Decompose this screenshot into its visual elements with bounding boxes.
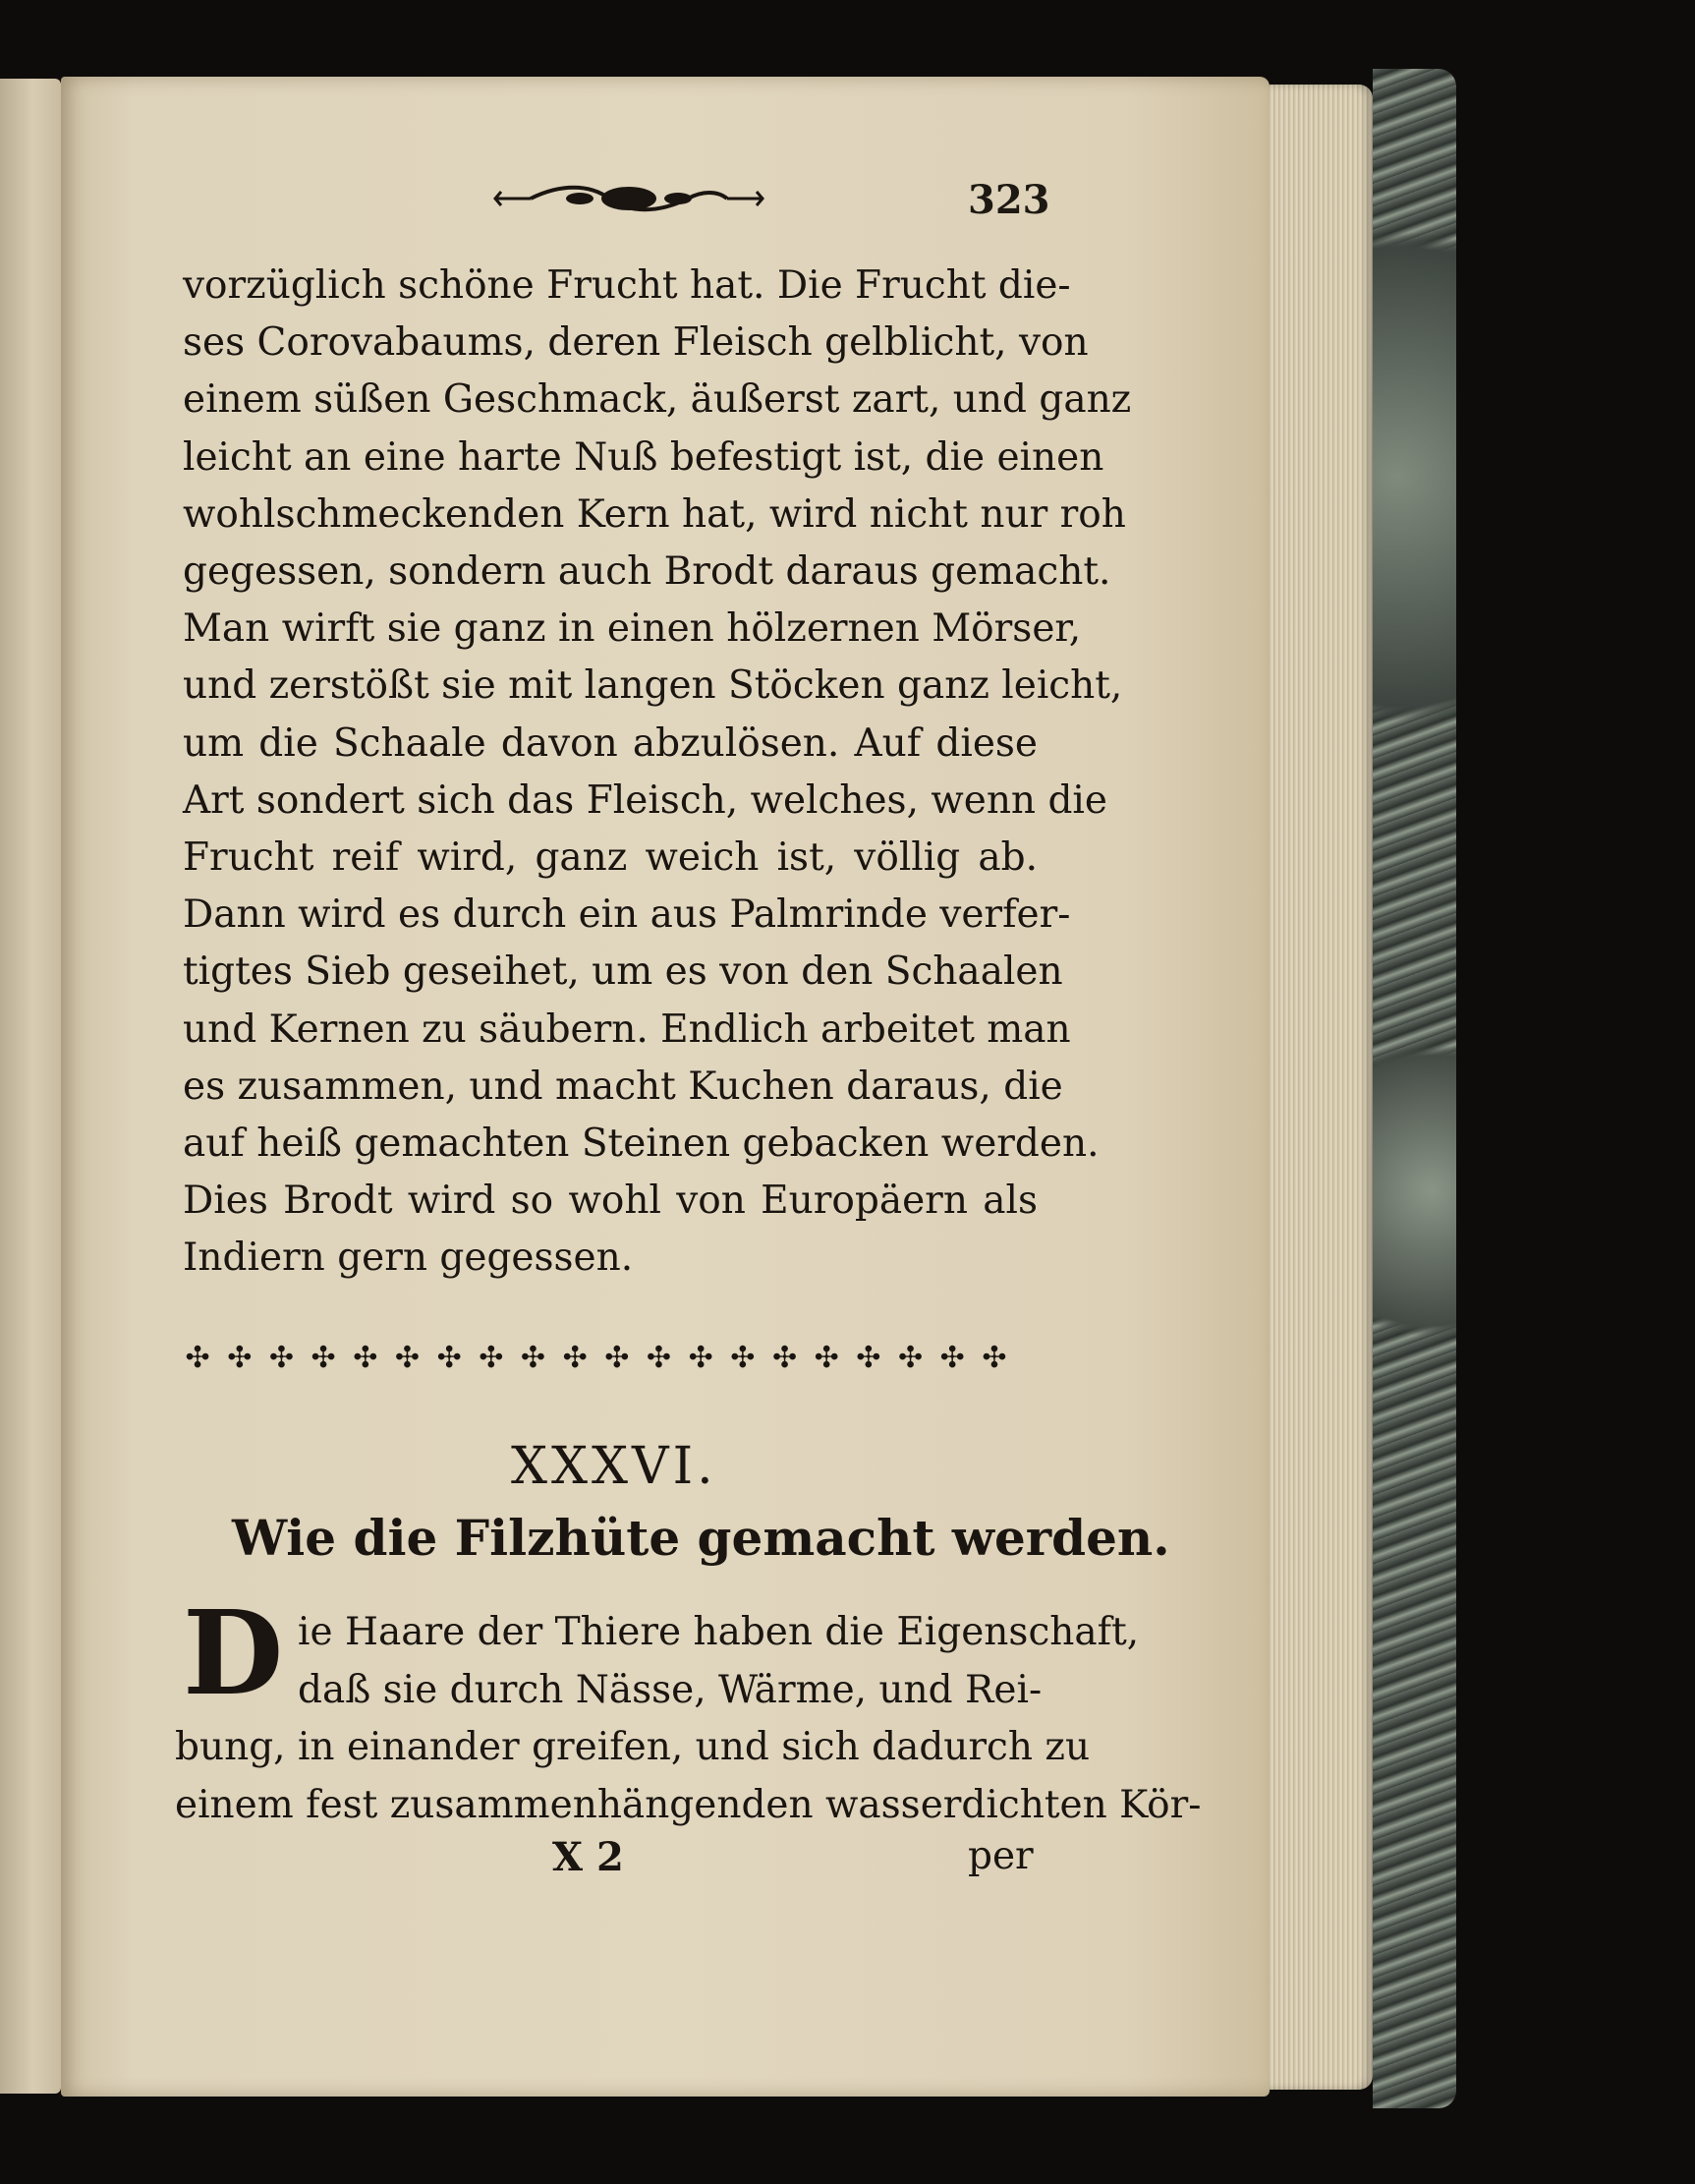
- marbled-cover: [1373, 69, 1456, 2108]
- text-line: ie Haare der Thiere haben die Eigenschaft,: [298, 1610, 1140, 1654]
- text-line: und Kernen zu säubern. Endlich arbeitet man: [183, 1006, 1071, 1052]
- text-line: es zusammen, und macht Kuchen daraus, die: [183, 1063, 1063, 1109]
- text-line: einem süßen Geschmack, äußerst zart, und ganz: [183, 377, 1132, 423]
- ornamental-divider: ✣ ✣ ✣ ✣ ✣ ✣ ✣ ✣ ✣ ✣ ✣ ✣ ✣ ✣ ✣ ✣ ✣ ✣ ✣ ✣: [185, 1341, 1011, 1375]
- page-fore-edge: [1270, 85, 1373, 2090]
- text-line: wohlschmeckenden Kern hat, wird nicht nur roh: [183, 491, 1126, 537]
- text-line: einem fest zusammenhängenden wasserdichten Kör-: [175, 1782, 1202, 1827]
- drop-cap: D: [183, 1584, 284, 1721]
- text-line: ses Corovabaums, deren Fleisch gelblicht, von: [183, 320, 1089, 366]
- text-line: vorzüglich schöne Frucht hat. Die Frucht die-: [183, 263, 1071, 308]
- text-line: bung, in einander greifen, und sich dadurch zu: [175, 1725, 1091, 1769]
- left-page-edge: [0, 79, 61, 2094]
- chapter-number: XXXVI.: [511, 1437, 717, 1496]
- text-line: um die Schaale davon abzulösen. Auf diese: [183, 720, 1038, 766]
- text-line: Man wirft sie ganz in einen hölzernen Mörser,: [183, 606, 1082, 652]
- text-line: tigtes Sieb geseihet, um es von den Schaalen: [183, 949, 1063, 995]
- text-line: Frucht reif wird, ganz weich ist, völlig ab.: [183, 835, 1038, 881]
- catchword: per: [968, 1834, 1034, 1878]
- text-line: Dann wird es durch ein aus Palmrinde verfer-: [183, 892, 1071, 938]
- chapter-paragraph: [175, 1604, 1202, 1834]
- body-paragraph: [183, 258, 1132, 1288]
- text-line: Dies Brodt wird so wohl von Europäern als: [183, 1178, 1038, 1224]
- text-line: und zerstößt sie mit langen Stöcken ganz leicht,: [183, 663, 1123, 709]
- text-line: auf heiß gemachten Steinen gebacken werden.: [183, 1121, 1100, 1167]
- signature-mark: X 2: [552, 1834, 624, 1880]
- page-number: 323: [968, 177, 1050, 223]
- text-line: Indiern gern gegessen.: [183, 1236, 634, 1281]
- text-line: gegessen, sondern auch Brodt daraus gemacht.: [183, 549, 1111, 595]
- printer-flourish-ornament-icon: [491, 182, 766, 215]
- chapter-title: Wie die Filzhüte gemacht werden.: [232, 1509, 1170, 1567]
- text-line: daß sie durch Nässe, Wärme, und Rei-: [298, 1667, 1043, 1712]
- text-line: Art sondert sich das Fleisch, welches, wenn die: [183, 777, 1107, 823]
- text-line: leicht an eine harte Nuß befestigt ist, die einen: [183, 434, 1104, 480]
